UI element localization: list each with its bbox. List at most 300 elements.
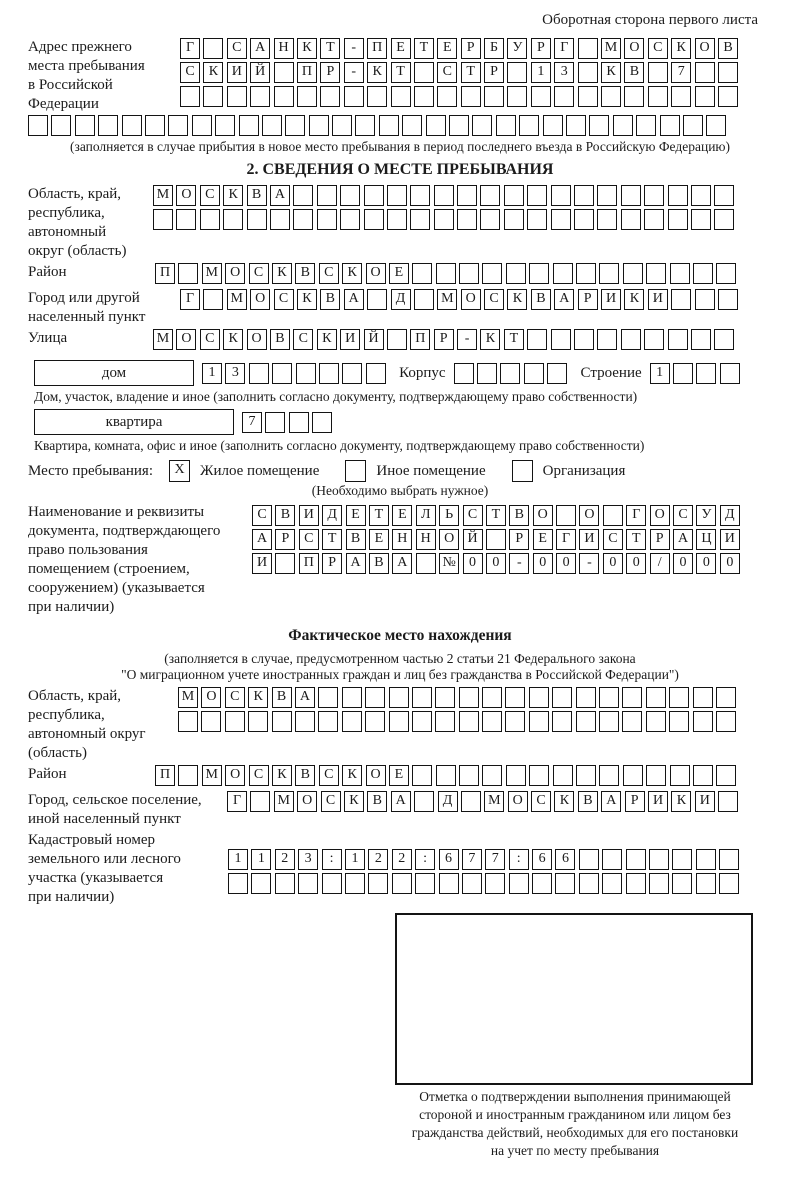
char-cell[interactable]: К bbox=[297, 38, 317, 59]
char-cell[interactable] bbox=[716, 711, 736, 732]
checkbox-organization[interactable] bbox=[512, 460, 533, 482]
char-cell[interactable] bbox=[367, 86, 387, 107]
char-cell[interactable]: - bbox=[344, 38, 364, 59]
char-cell[interactable] bbox=[683, 115, 703, 136]
char-cell[interactable]: К bbox=[507, 289, 527, 310]
char-cell[interactable] bbox=[435, 711, 455, 732]
char-cell[interactable] bbox=[414, 289, 434, 310]
char-cell[interactable] bbox=[482, 711, 502, 732]
char-cell[interactable] bbox=[578, 38, 598, 59]
char-cell[interactable]: И bbox=[252, 553, 272, 574]
char-cell[interactable]: И bbox=[648, 791, 668, 812]
char-cell[interactable] bbox=[496, 115, 516, 136]
char-cell[interactable]: С bbox=[180, 62, 200, 83]
char-cell[interactable] bbox=[312, 412, 332, 433]
char-cell[interactable]: В bbox=[367, 791, 387, 812]
char-cell[interactable] bbox=[720, 363, 740, 384]
char-cell[interactable]: М bbox=[153, 329, 173, 350]
char-cell[interactable]: 2 bbox=[368, 849, 388, 870]
char-cell[interactable]: К bbox=[223, 329, 243, 350]
char-cell[interactable] bbox=[670, 765, 690, 786]
char-cell[interactable]: О bbox=[297, 791, 317, 812]
char-cell[interactable]: 1 bbox=[650, 363, 670, 384]
char-cell[interactable] bbox=[426, 115, 446, 136]
char-cell[interactable] bbox=[505, 687, 525, 708]
char-cell[interactable] bbox=[482, 263, 502, 284]
char-cell[interactable]: Н bbox=[392, 529, 412, 550]
char-cell[interactable] bbox=[449, 115, 469, 136]
char-cell[interactable]: 0 bbox=[626, 553, 646, 574]
char-cell[interactable] bbox=[482, 765, 502, 786]
char-cell[interactable] bbox=[249, 363, 269, 384]
char-cell[interactable]: 7 bbox=[242, 412, 262, 433]
char-cell[interactable]: М bbox=[437, 289, 457, 310]
char-cell[interactable] bbox=[461, 86, 481, 107]
char-cell[interactable]: О bbox=[176, 329, 196, 350]
char-cell[interactable]: О bbox=[533, 505, 553, 526]
char-cell[interactable] bbox=[621, 329, 641, 350]
char-cell[interactable] bbox=[364, 209, 384, 230]
char-cell[interactable] bbox=[644, 209, 664, 230]
char-cell[interactable] bbox=[414, 791, 434, 812]
char-cell[interactable]: В bbox=[718, 38, 738, 59]
char-cell[interactable]: К bbox=[671, 38, 691, 59]
char-cell[interactable] bbox=[178, 765, 198, 786]
char-cell[interactable] bbox=[402, 115, 422, 136]
char-cell[interactable]: 0 bbox=[603, 553, 623, 574]
char-cell[interactable]: В bbox=[295, 765, 315, 786]
char-cell[interactable] bbox=[668, 329, 688, 350]
char-cell[interactable] bbox=[578, 62, 598, 83]
char-cell[interactable]: Т bbox=[322, 529, 342, 550]
char-cell[interactable]: К bbox=[297, 289, 317, 310]
char-cell[interactable]: В bbox=[624, 62, 644, 83]
char-cell[interactable] bbox=[340, 185, 360, 206]
char-cell[interactable] bbox=[693, 263, 713, 284]
char-cell[interactable]: К bbox=[272, 765, 292, 786]
char-cell[interactable]: 3 bbox=[298, 849, 318, 870]
char-cell[interactable]: Т bbox=[461, 62, 481, 83]
char-cell[interactable] bbox=[309, 115, 329, 136]
char-cell[interactable] bbox=[505, 711, 525, 732]
char-cell[interactable]: С bbox=[249, 263, 269, 284]
char-cell[interactable] bbox=[527, 329, 547, 350]
char-cell[interactable]: М bbox=[178, 687, 198, 708]
char-cell[interactable]: А bbox=[392, 553, 412, 574]
char-cell[interactable]: У bbox=[507, 38, 527, 59]
char-cell[interactable]: 0 bbox=[486, 553, 506, 574]
char-cell[interactable] bbox=[365, 687, 385, 708]
char-cell[interactable] bbox=[599, 263, 619, 284]
char-cell[interactable]: С bbox=[249, 765, 269, 786]
char-cell[interactable]: И bbox=[720, 529, 740, 550]
char-cell[interactable]: К bbox=[272, 263, 292, 284]
char-cell[interactable] bbox=[322, 873, 342, 894]
char-cell[interactable]: В bbox=[369, 553, 389, 574]
char-cell[interactable]: Г bbox=[556, 529, 576, 550]
char-cell[interactable] bbox=[597, 185, 617, 206]
char-cell[interactable] bbox=[519, 115, 539, 136]
char-cell[interactable]: А bbox=[270, 185, 290, 206]
char-cell[interactable] bbox=[457, 209, 477, 230]
char-cell[interactable]: М bbox=[274, 791, 294, 812]
char-cell[interactable] bbox=[223, 209, 243, 230]
char-cell[interactable]: Л bbox=[416, 505, 436, 526]
char-cell[interactable] bbox=[576, 765, 596, 786]
char-cell[interactable]: Е bbox=[389, 263, 409, 284]
char-cell[interactable] bbox=[509, 873, 529, 894]
char-cell[interactable] bbox=[414, 86, 434, 107]
char-cell[interactable] bbox=[459, 263, 479, 284]
char-cell[interactable] bbox=[416, 553, 436, 574]
char-cell[interactable]: 7 bbox=[485, 849, 505, 870]
char-cell[interactable] bbox=[669, 687, 689, 708]
char-cell[interactable] bbox=[364, 185, 384, 206]
char-cell[interactable] bbox=[344, 86, 364, 107]
char-cell[interactable] bbox=[646, 711, 666, 732]
char-cell[interactable]: К bbox=[342, 263, 362, 284]
char-cell[interactable] bbox=[507, 62, 527, 83]
char-cell[interactable]: Р bbox=[625, 791, 645, 812]
char-cell[interactable] bbox=[622, 711, 642, 732]
char-cell[interactable] bbox=[646, 687, 666, 708]
char-cell[interactable]: № bbox=[439, 553, 459, 574]
char-cell[interactable]: П bbox=[155, 263, 175, 284]
char-cell[interactable]: Е bbox=[389, 765, 409, 786]
char-cell[interactable] bbox=[437, 86, 457, 107]
char-cell[interactable] bbox=[695, 289, 715, 310]
char-cell[interactable]: В bbox=[272, 687, 292, 708]
char-cell[interactable]: Т bbox=[504, 329, 524, 350]
char-cell[interactable] bbox=[392, 873, 412, 894]
char-cell[interactable] bbox=[547, 363, 567, 384]
char-cell[interactable] bbox=[527, 185, 547, 206]
char-cell[interactable] bbox=[599, 765, 619, 786]
char-cell[interactable] bbox=[51, 115, 71, 136]
char-cell[interactable] bbox=[551, 185, 571, 206]
char-cell[interactable] bbox=[543, 115, 563, 136]
char-cell[interactable]: К bbox=[480, 329, 500, 350]
char-cell[interactable]: В bbox=[320, 289, 340, 310]
char-cell[interactable] bbox=[320, 86, 340, 107]
char-cell[interactable] bbox=[485, 873, 505, 894]
char-cell[interactable] bbox=[225, 711, 245, 732]
char-cell[interactable] bbox=[366, 363, 386, 384]
char-cell[interactable]: И bbox=[579, 529, 599, 550]
char-cell[interactable]: 0 bbox=[720, 553, 740, 574]
char-cell[interactable] bbox=[203, 86, 223, 107]
char-cell[interactable] bbox=[718, 289, 738, 310]
char-cell[interactable] bbox=[145, 115, 165, 136]
char-cell[interactable]: - bbox=[344, 62, 364, 83]
char-cell[interactable] bbox=[459, 765, 479, 786]
char-cell[interactable] bbox=[98, 115, 118, 136]
char-cell[interactable] bbox=[504, 209, 524, 230]
char-cell[interactable] bbox=[668, 209, 688, 230]
char-cell[interactable] bbox=[317, 185, 337, 206]
char-cell[interactable] bbox=[695, 62, 715, 83]
char-cell[interactable] bbox=[693, 711, 713, 732]
char-cell[interactable]: М bbox=[202, 263, 222, 284]
char-cell[interactable] bbox=[168, 115, 188, 136]
char-cell[interactable] bbox=[484, 86, 504, 107]
char-cell[interactable]: П bbox=[367, 38, 387, 59]
char-cell[interactable] bbox=[693, 687, 713, 708]
char-cell[interactable]: О bbox=[247, 329, 267, 350]
char-cell[interactable] bbox=[275, 873, 295, 894]
char-cell[interactable] bbox=[367, 289, 387, 310]
char-cell[interactable]: С bbox=[274, 289, 294, 310]
char-cell[interactable] bbox=[176, 209, 196, 230]
char-cell[interactable]: С bbox=[319, 263, 339, 284]
char-cell[interactable] bbox=[239, 115, 259, 136]
char-cell[interactable] bbox=[391, 86, 411, 107]
char-cell[interactable]: Т bbox=[391, 62, 411, 83]
char-cell[interactable] bbox=[524, 363, 544, 384]
char-cell[interactable]: М bbox=[202, 765, 222, 786]
char-cell[interactable]: С bbox=[673, 505, 693, 526]
char-cell[interactable]: Р bbox=[434, 329, 454, 350]
char-cell[interactable] bbox=[215, 115, 235, 136]
char-cell[interactable]: О bbox=[508, 791, 528, 812]
char-cell[interactable]: О bbox=[176, 185, 196, 206]
char-cell[interactable] bbox=[387, 185, 407, 206]
char-cell[interactable]: О bbox=[650, 505, 670, 526]
char-cell[interactable] bbox=[646, 765, 666, 786]
char-cell[interactable]: Е bbox=[346, 505, 366, 526]
char-cell[interactable]: С bbox=[319, 765, 339, 786]
char-cell[interactable]: Г bbox=[626, 505, 646, 526]
char-cell[interactable] bbox=[551, 329, 571, 350]
char-cell[interactable] bbox=[621, 185, 641, 206]
char-cell[interactable]: Н bbox=[416, 529, 436, 550]
char-cell[interactable]: Й bbox=[463, 529, 483, 550]
char-cell[interactable]: К bbox=[367, 62, 387, 83]
char-cell[interactable]: П bbox=[297, 62, 317, 83]
char-cell[interactable]: О bbox=[366, 263, 386, 284]
char-cell[interactable] bbox=[387, 209, 407, 230]
char-cell[interactable] bbox=[714, 185, 734, 206]
char-cell[interactable]: М bbox=[227, 289, 247, 310]
char-cell[interactable]: Р bbox=[650, 529, 670, 550]
char-cell[interactable] bbox=[480, 185, 500, 206]
char-cell[interactable] bbox=[574, 209, 594, 230]
char-cell[interactable] bbox=[531, 86, 551, 107]
char-cell[interactable]: С bbox=[299, 529, 319, 550]
char-cell[interactable]: - bbox=[457, 329, 477, 350]
char-cell[interactable] bbox=[500, 363, 520, 384]
char-cell[interactable]: 0 bbox=[673, 553, 693, 574]
char-cell[interactable] bbox=[649, 873, 669, 894]
char-cell[interactable] bbox=[477, 363, 497, 384]
char-cell[interactable] bbox=[691, 329, 711, 350]
char-cell[interactable]: К bbox=[601, 62, 621, 83]
char-cell[interactable] bbox=[248, 711, 268, 732]
char-cell[interactable]: 1 bbox=[251, 849, 271, 870]
char-cell[interactable] bbox=[457, 185, 477, 206]
char-cell[interactable] bbox=[507, 86, 527, 107]
char-cell[interactable] bbox=[365, 711, 385, 732]
char-cell[interactable] bbox=[415, 873, 435, 894]
char-cell[interactable]: Р bbox=[531, 38, 551, 59]
char-cell[interactable]: Д bbox=[322, 505, 342, 526]
char-cell[interactable] bbox=[251, 873, 271, 894]
char-cell[interactable] bbox=[340, 209, 360, 230]
char-cell[interactable] bbox=[295, 711, 315, 732]
char-cell[interactable] bbox=[574, 329, 594, 350]
char-cell[interactable] bbox=[579, 873, 599, 894]
char-cell[interactable] bbox=[621, 209, 641, 230]
char-cell[interactable]: А bbox=[295, 687, 315, 708]
char-cell[interactable]: И bbox=[695, 791, 715, 812]
char-cell[interactable]: А bbox=[391, 791, 411, 812]
char-cell[interactable] bbox=[551, 209, 571, 230]
char-cell[interactable] bbox=[555, 873, 575, 894]
char-cell[interactable] bbox=[529, 765, 549, 786]
char-cell[interactable] bbox=[436, 263, 456, 284]
char-cell[interactable] bbox=[691, 209, 711, 230]
char-cell[interactable]: П bbox=[299, 553, 319, 574]
char-cell[interactable]: 6 bbox=[439, 849, 459, 870]
char-cell[interactable] bbox=[368, 873, 388, 894]
char-cell[interactable]: Ц bbox=[696, 529, 716, 550]
char-cell[interactable] bbox=[648, 62, 668, 83]
char-cell[interactable] bbox=[250, 791, 270, 812]
char-cell[interactable] bbox=[553, 765, 573, 786]
char-cell[interactable]: 0 bbox=[556, 553, 576, 574]
char-cell[interactable] bbox=[342, 687, 362, 708]
char-cell[interactable] bbox=[660, 115, 680, 136]
char-cell[interactable] bbox=[482, 687, 502, 708]
char-cell[interactable] bbox=[200, 209, 220, 230]
char-cell[interactable]: М bbox=[484, 791, 504, 812]
char-cell[interactable] bbox=[192, 115, 212, 136]
char-cell[interactable] bbox=[355, 115, 375, 136]
char-cell[interactable] bbox=[718, 791, 738, 812]
char-cell[interactable]: Р bbox=[578, 289, 598, 310]
char-cell[interactable] bbox=[203, 38, 223, 59]
char-cell[interactable] bbox=[706, 115, 726, 136]
char-cell[interactable]: П bbox=[410, 329, 430, 350]
char-cell[interactable] bbox=[626, 849, 646, 870]
char-cell[interactable] bbox=[552, 687, 572, 708]
char-cell[interactable]: 1 bbox=[345, 849, 365, 870]
char-cell[interactable]: К bbox=[342, 765, 362, 786]
char-cell[interactable] bbox=[714, 329, 734, 350]
char-cell[interactable] bbox=[296, 363, 316, 384]
char-cell[interactable] bbox=[597, 329, 617, 350]
char-cell[interactable] bbox=[178, 263, 198, 284]
char-cell[interactable] bbox=[274, 86, 294, 107]
char-cell[interactable] bbox=[274, 62, 294, 83]
char-cell[interactable] bbox=[434, 185, 454, 206]
char-cell[interactable]: У bbox=[696, 505, 716, 526]
char-cell[interactable] bbox=[342, 711, 362, 732]
char-cell[interactable]: С bbox=[531, 791, 551, 812]
char-cell[interactable] bbox=[454, 363, 474, 384]
char-cell[interactable] bbox=[718, 62, 738, 83]
char-cell[interactable]: С bbox=[227, 38, 247, 59]
char-cell[interactable] bbox=[603, 505, 623, 526]
char-cell[interactable]: Н bbox=[274, 38, 294, 59]
char-cell[interactable] bbox=[636, 115, 656, 136]
char-cell[interactable]: С bbox=[648, 38, 668, 59]
char-cell[interactable] bbox=[553, 263, 573, 284]
char-cell[interactable] bbox=[716, 687, 736, 708]
char-cell[interactable]: А bbox=[673, 529, 693, 550]
char-cell[interactable]: О bbox=[250, 289, 270, 310]
char-cell[interactable]: Р bbox=[484, 62, 504, 83]
char-cell[interactable]: 0 bbox=[533, 553, 553, 574]
char-cell[interactable]: М bbox=[153, 185, 173, 206]
char-cell[interactable] bbox=[285, 115, 305, 136]
char-cell[interactable]: Д bbox=[720, 505, 740, 526]
char-cell[interactable]: Т bbox=[320, 38, 340, 59]
char-cell[interactable]: И bbox=[299, 505, 319, 526]
char-cell[interactable] bbox=[436, 765, 456, 786]
char-cell[interactable] bbox=[691, 185, 711, 206]
char-cell[interactable]: 0 bbox=[463, 553, 483, 574]
char-cell[interactable]: В bbox=[346, 529, 366, 550]
char-cell[interactable] bbox=[597, 209, 617, 230]
char-cell[interactable] bbox=[203, 289, 223, 310]
char-cell[interactable]: С bbox=[200, 185, 220, 206]
char-cell[interactable]: 2 bbox=[275, 849, 295, 870]
char-cell[interactable]: Й bbox=[250, 62, 270, 83]
char-cell[interactable]: Т bbox=[369, 505, 389, 526]
char-cell[interactable] bbox=[623, 765, 643, 786]
char-cell[interactable] bbox=[576, 263, 596, 284]
char-cell[interactable] bbox=[342, 363, 362, 384]
char-cell[interactable]: С bbox=[293, 329, 313, 350]
char-cell[interactable] bbox=[480, 209, 500, 230]
checkbox-other-premises[interactable] bbox=[345, 460, 366, 482]
char-cell[interactable] bbox=[670, 263, 690, 284]
char-cell[interactable] bbox=[250, 86, 270, 107]
char-cell[interactable] bbox=[578, 86, 598, 107]
char-cell[interactable]: Г bbox=[554, 38, 574, 59]
char-cell[interactable] bbox=[293, 185, 313, 206]
char-cell[interactable] bbox=[718, 86, 738, 107]
char-cell[interactable]: 2 bbox=[392, 849, 412, 870]
char-cell[interactable] bbox=[623, 263, 643, 284]
char-cell[interactable]: 6 bbox=[555, 849, 575, 870]
char-cell[interactable] bbox=[626, 873, 646, 894]
char-cell[interactable] bbox=[317, 209, 337, 230]
char-cell[interactable] bbox=[201, 711, 221, 732]
char-cell[interactable] bbox=[599, 687, 619, 708]
char-cell[interactable]: Д bbox=[438, 791, 458, 812]
char-cell[interactable] bbox=[622, 687, 642, 708]
char-cell[interactable]: И bbox=[648, 289, 668, 310]
char-cell[interactable] bbox=[412, 687, 432, 708]
char-cell[interactable] bbox=[719, 873, 739, 894]
char-cell[interactable] bbox=[439, 873, 459, 894]
char-cell[interactable] bbox=[319, 363, 339, 384]
char-cell[interactable] bbox=[671, 86, 691, 107]
char-cell[interactable]: Е bbox=[437, 38, 457, 59]
char-cell[interactable]: С bbox=[484, 289, 504, 310]
char-cell[interactable]: Р bbox=[275, 529, 295, 550]
char-cell[interactable] bbox=[646, 263, 666, 284]
char-cell[interactable] bbox=[272, 363, 292, 384]
char-cell[interactable]: 1 bbox=[228, 849, 248, 870]
char-cell[interactable] bbox=[696, 363, 716, 384]
char-cell[interactable]: О bbox=[201, 687, 221, 708]
char-cell[interactable]: К bbox=[344, 791, 364, 812]
char-cell[interactable] bbox=[387, 329, 407, 350]
char-cell[interactable] bbox=[412, 263, 432, 284]
